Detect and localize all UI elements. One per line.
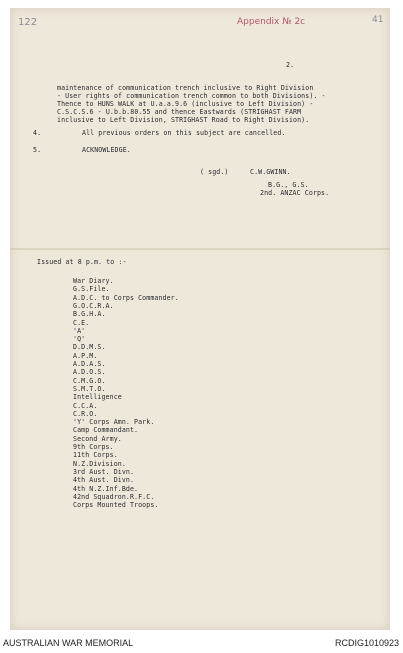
footer-institution: AUSTRALIAN WAR MEMORIAL	[3, 638, 134, 648]
para4-text: All previous orders on this subject are cancelled.	[82, 129, 286, 137]
list-item: 4th Aust. Divn.	[73, 476, 135, 485]
list-item: 'Q'	[73, 335, 86, 344]
signature-name: C.W.GWINN.	[250, 168, 291, 176]
list-item: B.G.H.A.	[73, 310, 106, 319]
para3-line-3: Thence to HUNS WALK at U.a.a.9.6 (inclusive to Left Division) -	[57, 100, 314, 108]
page-number: 2.	[286, 61, 295, 69]
list-item: A.D.O.S.	[73, 368, 106, 377]
list-item: Camp Commandant.	[73, 426, 139, 435]
list-item: C.C.A.	[73, 401, 98, 410]
list-item: Corps Mounted Troops.	[73, 501, 159, 510]
list-item: N.Z.Division.	[73, 459, 126, 468]
list-item: A.D.A.S.	[73, 360, 106, 368]
signature-rank: B.G., G.S.	[268, 181, 309, 189]
para4-number: 4.	[33, 129, 42, 137]
list-item: 3rd Aust. Divn.	[73, 467, 135, 476]
list-item: G.O.C.R.A.	[73, 301, 114, 310]
list-item: 11th Corps.	[73, 451, 118, 460]
list-item: War Diary.	[73, 277, 114, 285]
list-item: C.M.G.O.	[73, 376, 106, 385]
list-item: 9th Corps.	[73, 443, 114, 451]
list-item: Intelligence	[73, 393, 122, 402]
folio-number-right: 41	[372, 15, 384, 25]
archive-footer	[0, 633, 403, 653]
signature-unit: 2nd. ANZAC Corps.	[260, 189, 330, 197]
para3-line-2: - User rights of communication trench common to both Divisions). -	[57, 92, 326, 100]
folio-number-left: 122	[18, 17, 38, 28]
list-item: A.P.M.	[73, 351, 98, 360]
list-item: A.D.C. to Corps Commander.	[73, 293, 179, 302]
list-item: S.M.T.O.	[73, 384, 106, 393]
list-item: 4th N.Z.Inf.Bde.	[73, 484, 139, 493]
list-item: 42nd Squadron.R.F.C.	[73, 492, 155, 501]
document-page	[10, 8, 390, 630]
appendix-annotation: Appendix № 2c	[237, 17, 306, 27]
para3-line-1: maintenance of communication trench inclusive to Right Division	[57, 84, 314, 92]
list-item: 'Y' Corps Amn. Park.	[73, 418, 155, 427]
para3-line-4: C.S.C.S.6 - U.b.b.80.55 and thence Eastwards (STRIGHAST FARM	[57, 108, 302, 116]
list-item: D.D.M.S.	[73, 343, 106, 352]
para5-number: 5.	[33, 146, 42, 154]
distribution-list	[73, 277, 273, 517]
signature-sgd: ( sgd.)	[200, 168, 229, 176]
list-item: C.E.	[73, 318, 90, 327]
para5-text: ACKNOWLEDGE.	[82, 146, 131, 154]
list-item: G.S.File.	[73, 285, 110, 294]
list-item: 'A'	[73, 326, 86, 335]
issued-line: Issued at 8 p.m. to :-	[37, 258, 127, 266]
para3-line-5: inclusive to Left Division, STRIGHAST Road to Right Division).	[57, 116, 310, 124]
footer-record-id: RCDIG1010923	[334, 638, 399, 648]
paper-fold	[10, 248, 390, 250]
list-item: Second Army.	[73, 434, 122, 443]
list-item: C.R.O.	[73, 409, 98, 418]
